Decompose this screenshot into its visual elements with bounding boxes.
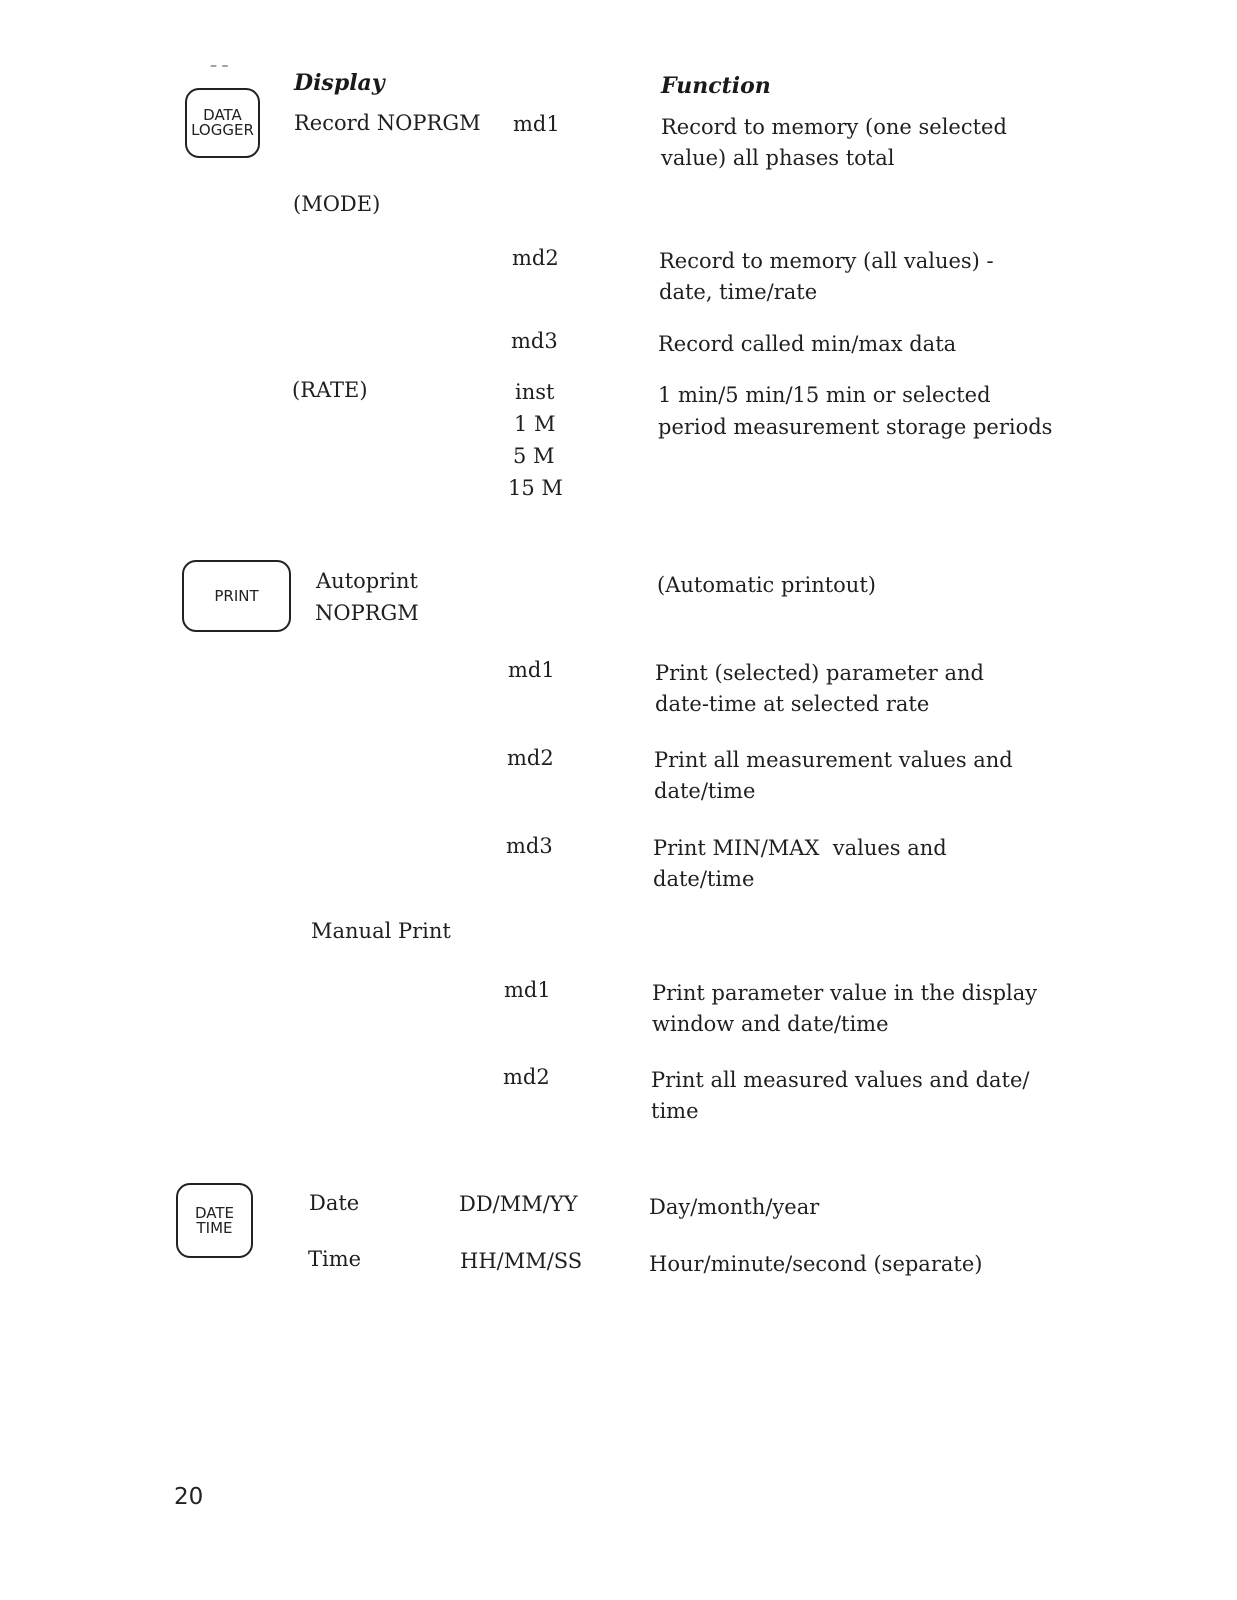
data-logger-key-line1: DATA bbox=[203, 106, 242, 124]
date-time-key-line2: TIME bbox=[196, 1218, 233, 1237]
time-label: Time bbox=[308, 1247, 362, 1271]
autoprint-label-line2: NOPRGM bbox=[315, 601, 419, 625]
auto-md1-func-line1: Print (selected) parameter and bbox=[655, 661, 984, 685]
data-logger-key-icon bbox=[185, 88, 260, 158]
dl-md2-func-line2: date, time/rate bbox=[659, 280, 818, 304]
auto-md2-func-line2: date/time bbox=[654, 779, 756, 803]
rate-func-line2: period measurement storage periods bbox=[658, 415, 1053, 439]
man-md2-code: md2 bbox=[503, 1065, 550, 1089]
rate-label: (RATE) bbox=[292, 378, 368, 402]
auto-md1-func-line2: date-time at selected rate bbox=[655, 692, 930, 716]
auto-md3-code: md3 bbox=[506, 834, 553, 858]
autoprint-label-line1: Autoprint bbox=[316, 569, 418, 593]
rate-value-5m: 5 M bbox=[513, 444, 555, 468]
date-func: Day/month/year bbox=[649, 1195, 820, 1219]
dl-md3-code: md3 bbox=[511, 329, 558, 353]
display-header: Display bbox=[294, 70, 385, 96]
record-noprgm-label: Record NOPRGM bbox=[294, 111, 481, 135]
rate-value-inst: inst bbox=[515, 380, 555, 404]
rate-value-1m: 1 M bbox=[514, 412, 556, 436]
manual-print-label: Manual Print bbox=[311, 919, 451, 943]
rate-func-line1: 1 min/5 min/15 min or selected bbox=[658, 383, 991, 407]
page-number: 20 bbox=[174, 1484, 204, 1510]
dl-md2-func-line1: Record to memory (all values) - bbox=[659, 249, 994, 273]
man-md1-code: md1 bbox=[504, 978, 551, 1002]
top-mark: – – bbox=[210, 58, 229, 74]
man-md2-func-line1: Print all measured values and date/ bbox=[651, 1068, 1030, 1092]
dl-md1-func-line1: Record to memory (one selected bbox=[661, 115, 1007, 139]
dl-md3-func-line1: Record called min/max data bbox=[658, 332, 957, 356]
date-format: DD/MM/YY bbox=[459, 1192, 578, 1216]
print-key-icon bbox=[182, 560, 291, 632]
date-time-key-line1: DATE bbox=[194, 1203, 235, 1222]
dl-md1-code: md1 bbox=[513, 112, 560, 136]
auto-md2-func-line1: Print all measurement values and bbox=[654, 748, 1013, 772]
dl-md2-code: md2 bbox=[512, 246, 559, 270]
auto-md3-func-line1: Print MIN/MAX values and bbox=[653, 836, 947, 860]
date-time-key-icon bbox=[176, 1183, 253, 1258]
time-func: Hour/minute/second (separate) bbox=[649, 1252, 983, 1276]
rate-value-15m: 15 M bbox=[508, 476, 563, 500]
mode-label: (MODE) bbox=[293, 192, 381, 216]
auto-md3-func-line2: date/time bbox=[653, 867, 755, 891]
man-md1-func-line1: Print parameter value in the display bbox=[652, 981, 1038, 1005]
man-md1-func-line2: window and date/time bbox=[652, 1012, 889, 1036]
print-key-label: PRINT bbox=[214, 586, 259, 605]
date-label: Date bbox=[309, 1191, 360, 1215]
data-logger-key-line2: LOGGER bbox=[191, 121, 254, 139]
time-format: HH/MM/SS bbox=[460, 1249, 583, 1273]
function-header: Function bbox=[661, 73, 771, 99]
dl-md1-func-line2: value) all phases total bbox=[661, 146, 895, 170]
auto-md2-code: md2 bbox=[507, 746, 554, 770]
autoprint-func: (Automatic printout) bbox=[657, 573, 876, 597]
man-md2-func-line2: time bbox=[651, 1099, 699, 1123]
auto-md1-code: md1 bbox=[508, 658, 555, 682]
